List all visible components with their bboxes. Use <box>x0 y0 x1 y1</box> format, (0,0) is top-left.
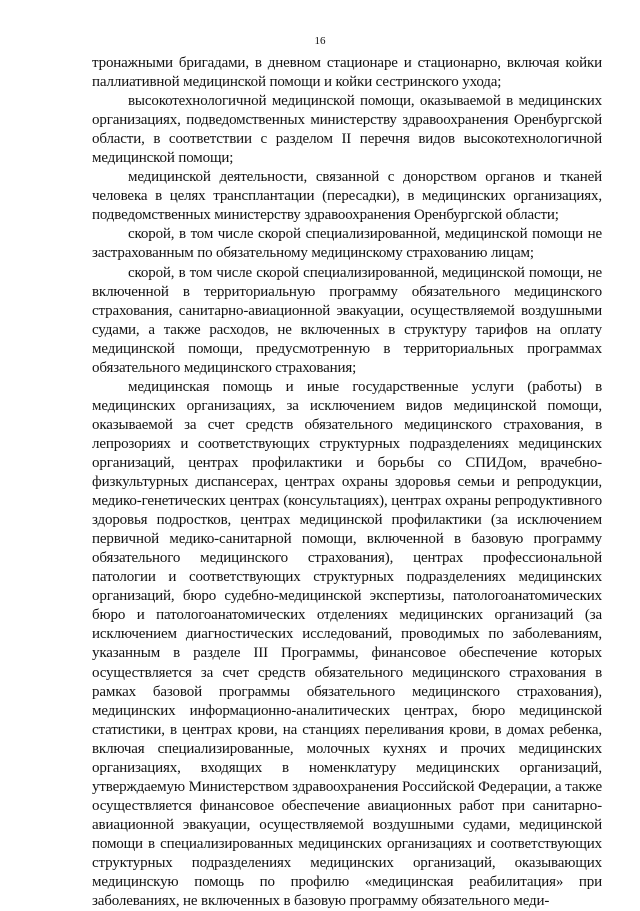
paragraph-high-tech-care: высокотехнологичной медицинской помощи, оказываемой в медицинских организациях, подведомственных министерству здравоохранения Оренбургской области, в соответствии с разделом II перечня видов высокотехнологичной медицинской помощи; <box>92 93 602 167</box>
paragraph-emergency-not-included: скорой, в том числе скорой специализированной, медицинской помощи, не включенной в территориальную программу обязательного медицинского страхования, санитарно-авиационной эвакуации, осуществляемой воздушными судами, а также расходов, не включенных в структуру тарифов на оплату медицинской помощи, предусмотренную в территориальных программах обязательного медицинского страхования; <box>92 264 602 376</box>
document-body <box>92 54 602 911</box>
paragraph-medical-services: медицинская помощь и иные государственные услуги (работы) в медицинских организациях, за исключением видов медицинской помощи, оказываемой за счет средств обязательного медицинского страхования, в лепрозориях и соответствующих структурных подразделениях медицинских организаций, центрах профилактики и борьбы со СПИДом, врачебно-физкультурных диспансерах, центрах охраны здоровья семьи и репродукции, медико-генетических центрах (консультациях), центрах охраны репродуктивного здоровья подростков, центрах медицинской профилактики (за исключением первичной медико-санитарной помощи, включенной в базовую программу обязательного медицинского страхования), центрах профессиональной патологии и соответствующих структурных подразделениях медицинских организаций, бюро судебно-медицинской экспертизы, патологоанатомических бюро и патологоанатомических отделениях медицинских организаций (за исключением диагностических исследований, проводимых по заболеваниям, указанным в разделе III Программы, финансовое обеспечение которых осуществляется за счет средств обязательного медицинского страхования в рамках базовой программы обязательного медицинского страхования), медицинских информационно-аналитических центрах, бюро медицинской статистики, в центрах крови, на станциях переливания крови, в домах ребенка, включая специализированные, молочных кухнях и прочих медицинских организациях, входящих в номенклатуру медицинских организаций, утверждаемую Министерством здравоохранения Российской Федерации, а также осуществляется финансовое обеспечение авиационных работ при санитарно-авиационной эвакуации, осуществляемой воздушными судами, медицинской помощи в специализированных медицинских организациях и соответствующих структурных подразделениях медицинских организаций, оказывающих медицинскую помощь по профилю «медицинская реабилитация» при заболеваниях, не включенных в базовую программу обязательного меди- <box>92 378 602 910</box>
paragraph-emergency-uninsured: скорой, в том числе скорой специализированной, медицинской помощи не застрахованным по обязательному медицинскому страхованию лицам; <box>92 226 602 262</box>
page-number: 16 <box>314 35 326 47</box>
paragraph-organ-donation: медицинской деятельности, связанной с донорством органов и тканей человека в целях трансплантации (пересадки), в медицинских организациях, подведомственных министерству здравоохранения Оренбургской области; <box>92 169 602 224</box>
paragraph-continuation: тронажными бригадами, в дневном стационаре и стационарно, включая койки паллиативной медицинской помощи и койки сестринского ухода; <box>92 55 602 91</box>
